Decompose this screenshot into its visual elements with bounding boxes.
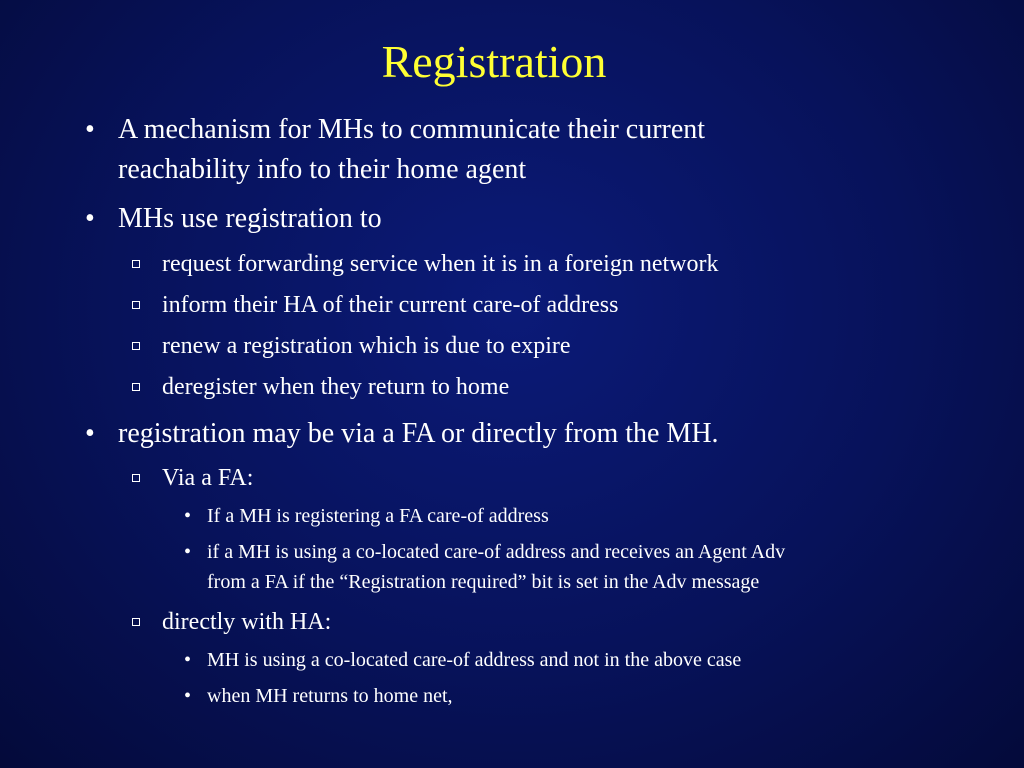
square-bullet-icon [132, 618, 140, 626]
sub-bullet-text: request forwarding service when it is in a foreign network [162, 251, 719, 277]
sub-bullet-text: Via a FA: [162, 465, 254, 491]
bullet-item [85, 110, 706, 190]
sub-bullet-item [162, 461, 253, 495]
square-bullet-icon [132, 383, 140, 391]
sub-sub-bullet-item [184, 645, 742, 675]
sub-sub-bullet-item [184, 501, 549, 531]
sub-bullet-item [162, 370, 509, 404]
bullet-icon: • [85, 203, 95, 234]
sub-sub-bullet-text: when MH returns to home net, [207, 685, 453, 707]
bullet-text: A mechanism for MHs to communicate their current [118, 114, 706, 145]
sub-bullet-text: inform their HA of their current care-of address [162, 292, 619, 318]
sub-bullet-item [162, 247, 719, 281]
bullet-icon: • [184, 541, 192, 563]
sub-bullet-item [162, 605, 331, 639]
sub-bullet-text: deregister when they return to home [162, 374, 510, 400]
sub-sub-bullet-text: MH is using a co-located care-of address and not in the above case [207, 649, 742, 671]
sub-bullet-item [162, 329, 571, 363]
sub-bullet-text: renew a registration which is due to expire [162, 333, 571, 359]
sub-sub-bullet-text: If a MH is registering a FA care-of address [207, 505, 549, 527]
bullet-text: registration may be via a FA or directly from the MH. [118, 418, 719, 449]
bullet-text: MHs use registration to [118, 203, 382, 234]
bullet-item [85, 199, 382, 239]
bullet-icon: • [85, 114, 95, 145]
bullet-text-continuation: reachability info to their home agent [118, 154, 527, 185]
sub-sub-bullet-text: if a MH is using a co-located care-of address and receives an Agent Adv [207, 541, 786, 563]
sub-sub-bullet-text-continuation: from a FA if the “Registration required” bit is set in the Adv message [207, 571, 760, 593]
bullet-item [85, 414, 719, 454]
sub-sub-bullet-item [184, 681, 453, 711]
sub-sub-bullet-item [184, 537, 786, 597]
square-bullet-icon [132, 260, 140, 268]
square-bullet-icon [132, 342, 140, 350]
bullet-icon: • [85, 418, 95, 449]
sub-bullet-item [162, 288, 618, 322]
bullet-icon: • [184, 505, 192, 527]
sub-bullet-text: directly with HA: [162, 609, 332, 635]
square-bullet-icon [132, 301, 140, 309]
bullet-icon: • [184, 685, 192, 707]
square-bullet-icon [132, 474, 140, 482]
bullet-icon: • [184, 649, 192, 671]
slide-title: Registration [381, 36, 607, 87]
